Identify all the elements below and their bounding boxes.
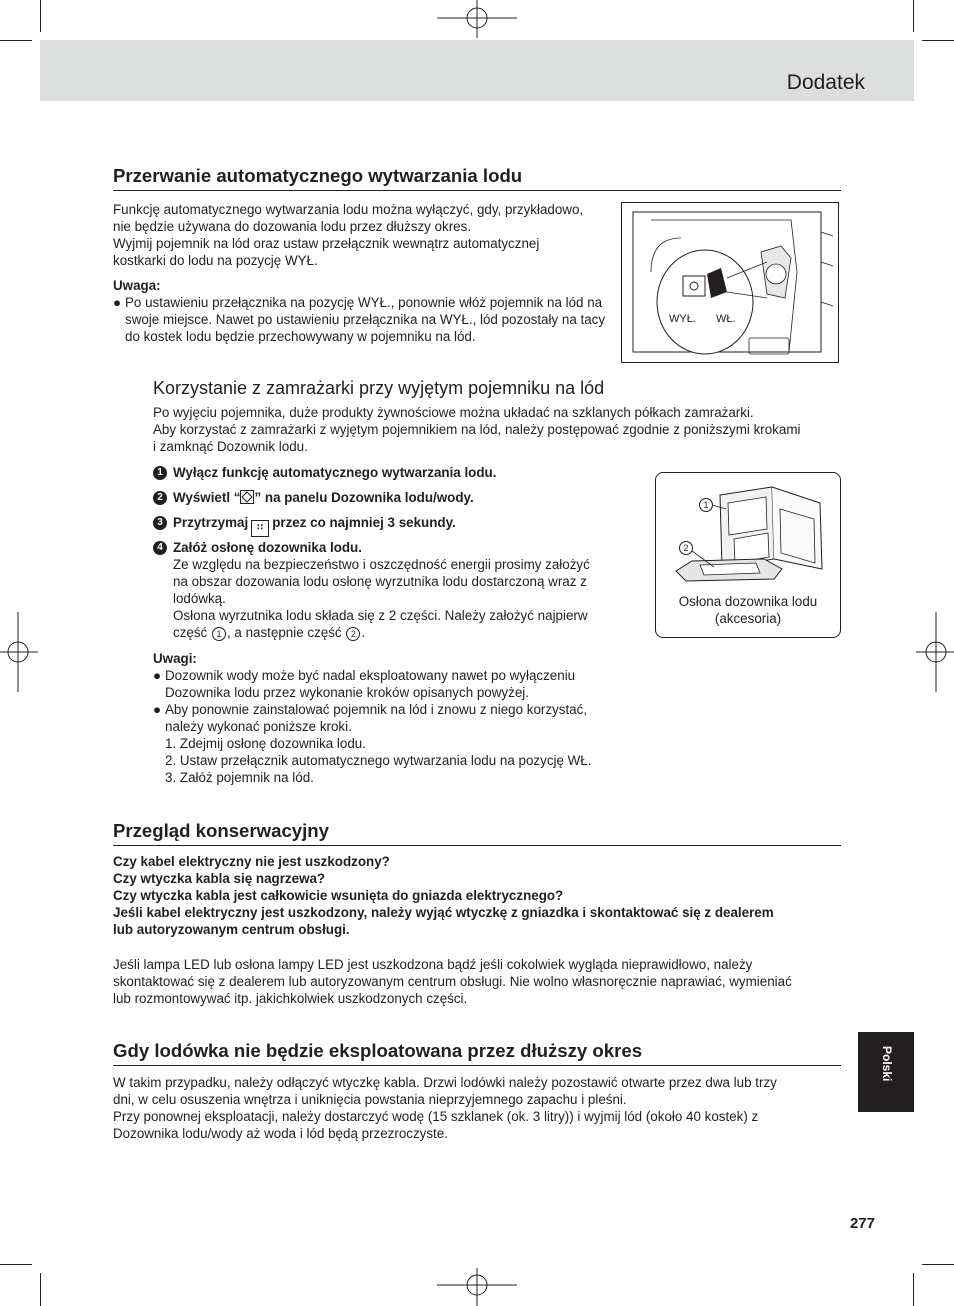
ice-maker-switch-figure [621,202,839,363]
step-body-end-pre: część [173,625,208,640]
registration-mark-left [0,612,40,692]
switch-label-on: WŁ. [716,313,736,325]
step-body-end-post: . [361,625,366,640]
step-3 [153,514,633,537]
bullet-icon: ● [153,702,162,717]
registration-mark-top [437,0,517,40]
section-title-stop-ice-making: Przerwanie automatycznego wytwarzania lodu [113,165,841,191]
language-tab [858,1032,914,1112]
long-disuse-text: W takim przypadku, należy odłączyć wtyczkę kabla. Drzwi lodówki należy pozostawić otwarte przez dwa lub trzy dni, w celu osuszenia wnętrza i uniknięcia powstania nieprzyjemnego zapachu i pleśni. Przy ponownej eksploatacji, należy dostarczyć wodę (15 szklanek (ok. 3 litry)) i wyjmij lód (około 40 kostek) z Dozownika lodu/wody aż woda i lód będą przezroczyste. [113,1075,777,1141]
step-4 [153,539,633,641]
step-text [173,489,633,506]
crop-mark [40,0,41,32]
note-2-item-2: 2. Ustaw przełącznik automatycznego wytwarzania lodu na pozycję WŁ. [165,753,592,768]
step-text [173,514,633,537]
crop-mark [922,1264,954,1265]
crop-mark [922,40,954,41]
page-number: 277 [849,1215,875,1232]
step-body-end-mid: , a następnie część [226,625,342,640]
notes-bullet-1 [153,667,623,701]
step-number: 2 [153,491,167,505]
part-marker-2: 2 [346,627,360,641]
notes-label: Uwagi: [153,651,197,666]
notes-bullet-2 [153,701,623,786]
note-text: Dozownik wody może być nadal eksploatowany nawet po wyłączeniu Dozownika lodu przez wykonanie kroków opisanych powyżej. [165,668,576,700]
step-text-post: przez co najmniej 3 sekundy. [272,515,456,530]
part-marker-1: 1 [212,627,226,641]
note-2-text: Aby ponownie zainstalować pojemnik na lód i znowu z niego korzystać, należy wykonać poniższe kroki. [165,702,588,734]
note-text [165,701,623,786]
step-1 [153,464,633,481]
crop-mark [40,1273,41,1306]
step-body-end [173,624,633,641]
step-text-pre: Wyświetl “ [173,490,241,505]
section-title-long-disuse: Gdy lodówka nie będzie eksploatowana przez dłuższy okres [113,1040,841,1066]
crop-mark [913,1273,914,1306]
step-text-pre: Przytrzymaj [173,515,249,530]
note-text: Po ustawieniu przełącznika na pozycję WYŁ., ponownie włóż pojemnik na lód na swoje miejsce. Nawet po ustawieniu przełącznika na WYŁ., lód pozostały na tacy do kostek lodu będzie przechowywany w pojemniku na lód. [125,295,606,344]
note-label: Uwaga: [113,278,161,293]
bullet-icon: ● [153,668,162,683]
section-label: Dodatek [786,71,865,94]
crop-mark [0,40,32,41]
step-2 [153,489,633,506]
step-number: 1 [153,466,167,480]
maintenance-text: Jeśli lampa LED lub osłona lampy LED jest uszkodzona bądź jeśli cokolwiek wygląda nieprawidłowo, należy skontaktować się z dealerem lub autoryzowanym centrum obsługi. Nie wolno własnoręcznie naprawiać, wymieniać lub rozmontowywać itp. jakichkolwiek uszkodzonych części. [113,957,792,1006]
figure-caption: Osłona dozownika lodu (akcesoria) [678,594,818,626]
crop-mark [0,1264,32,1265]
subsection-title-freezer-without-bin: Korzystanie z zamrażarki przy wyjętym pojemniku na lód [153,378,605,398]
registration-mark-bottom [437,1268,517,1306]
step-body: Ze względu na bezpieczeństwo i oszczędność energii prosimy założyć na obszar dozowania lodu osłonę wyrzutnika lodu dostarczoną wraz z lodówką. Osłona wyrzutnika lodu składa się z 2 części. Należy założyć najpierw [173,557,590,623]
section-title-maintenance: Przegląd konserwacyjny [113,820,841,846]
step-number: 4 [153,541,167,555]
dispenser-cover-drawing [656,473,840,591]
stop-ice-intro: Funkcję automatycznego wytwarzania lodu można wyłączyć, gdy, przykładowo, nie będzie używana do dozowania lodu przez dłuższy okres. Wyjmij pojemnik na lód oraz ustaw przełącznik wewnątrz automatycznej kostkarki do lodu na pozycję WYŁ. [113,202,584,268]
language-tab-label: Polski [880,1046,894,1082]
freezer-intro: Po wyjęciu pojemnika, duże produkty żywnościowe można układać na szklanych półkach zamrażarki. Aby korzystać z zamrażarki z wyjętym pojemnikiem na lód, należy postępować zgodnie z poniższymi krokami i zamknąć Dozownik lodu. [153,405,801,454]
step-number: 3 [153,516,167,530]
step-text: Wyłącz funkcję automatycznego wytwarzania lodu. [173,465,497,480]
note-2-item-1: 1. Zdejmij osłonę dozownika lodu. [165,736,366,751]
step-title: Załóż osłonę dozownika lodu. [173,540,362,555]
step-text-post: ” na panelu Dozownika lodu/wody. [254,490,474,505]
registration-mark-right [914,612,954,692]
note-bullet-item [113,294,618,345]
crop-mark [913,0,914,32]
figure-marker-2: 2 [679,541,693,555]
figure-marker-1: 1 [699,498,713,512]
bullet-icon: ● [113,295,122,310]
note-2-item-3: 3. Załóż pojemnik na lód. [165,770,314,785]
maintenance-checklist: Czy kabel elektryczny nie jest uszkodzony? Czy wtyczka kabla się nagrzewa? Czy wtyczka kabla jest całkowicie wsunięta do gniazda elektrycznego? Jeśli kabel elektryczny jest uszkodzony, należy wyjąć wtyczkę z gniazdka i skontaktować się z dealerem lub autoryzowanym centrum obsługi. [113,854,774,937]
ice-icon [240,490,254,504]
switch-label-off: WYŁ. [669,313,696,325]
dispenser-cover-figure-box [655,472,841,638]
lock-key-icon: ∷ [251,520,269,537]
